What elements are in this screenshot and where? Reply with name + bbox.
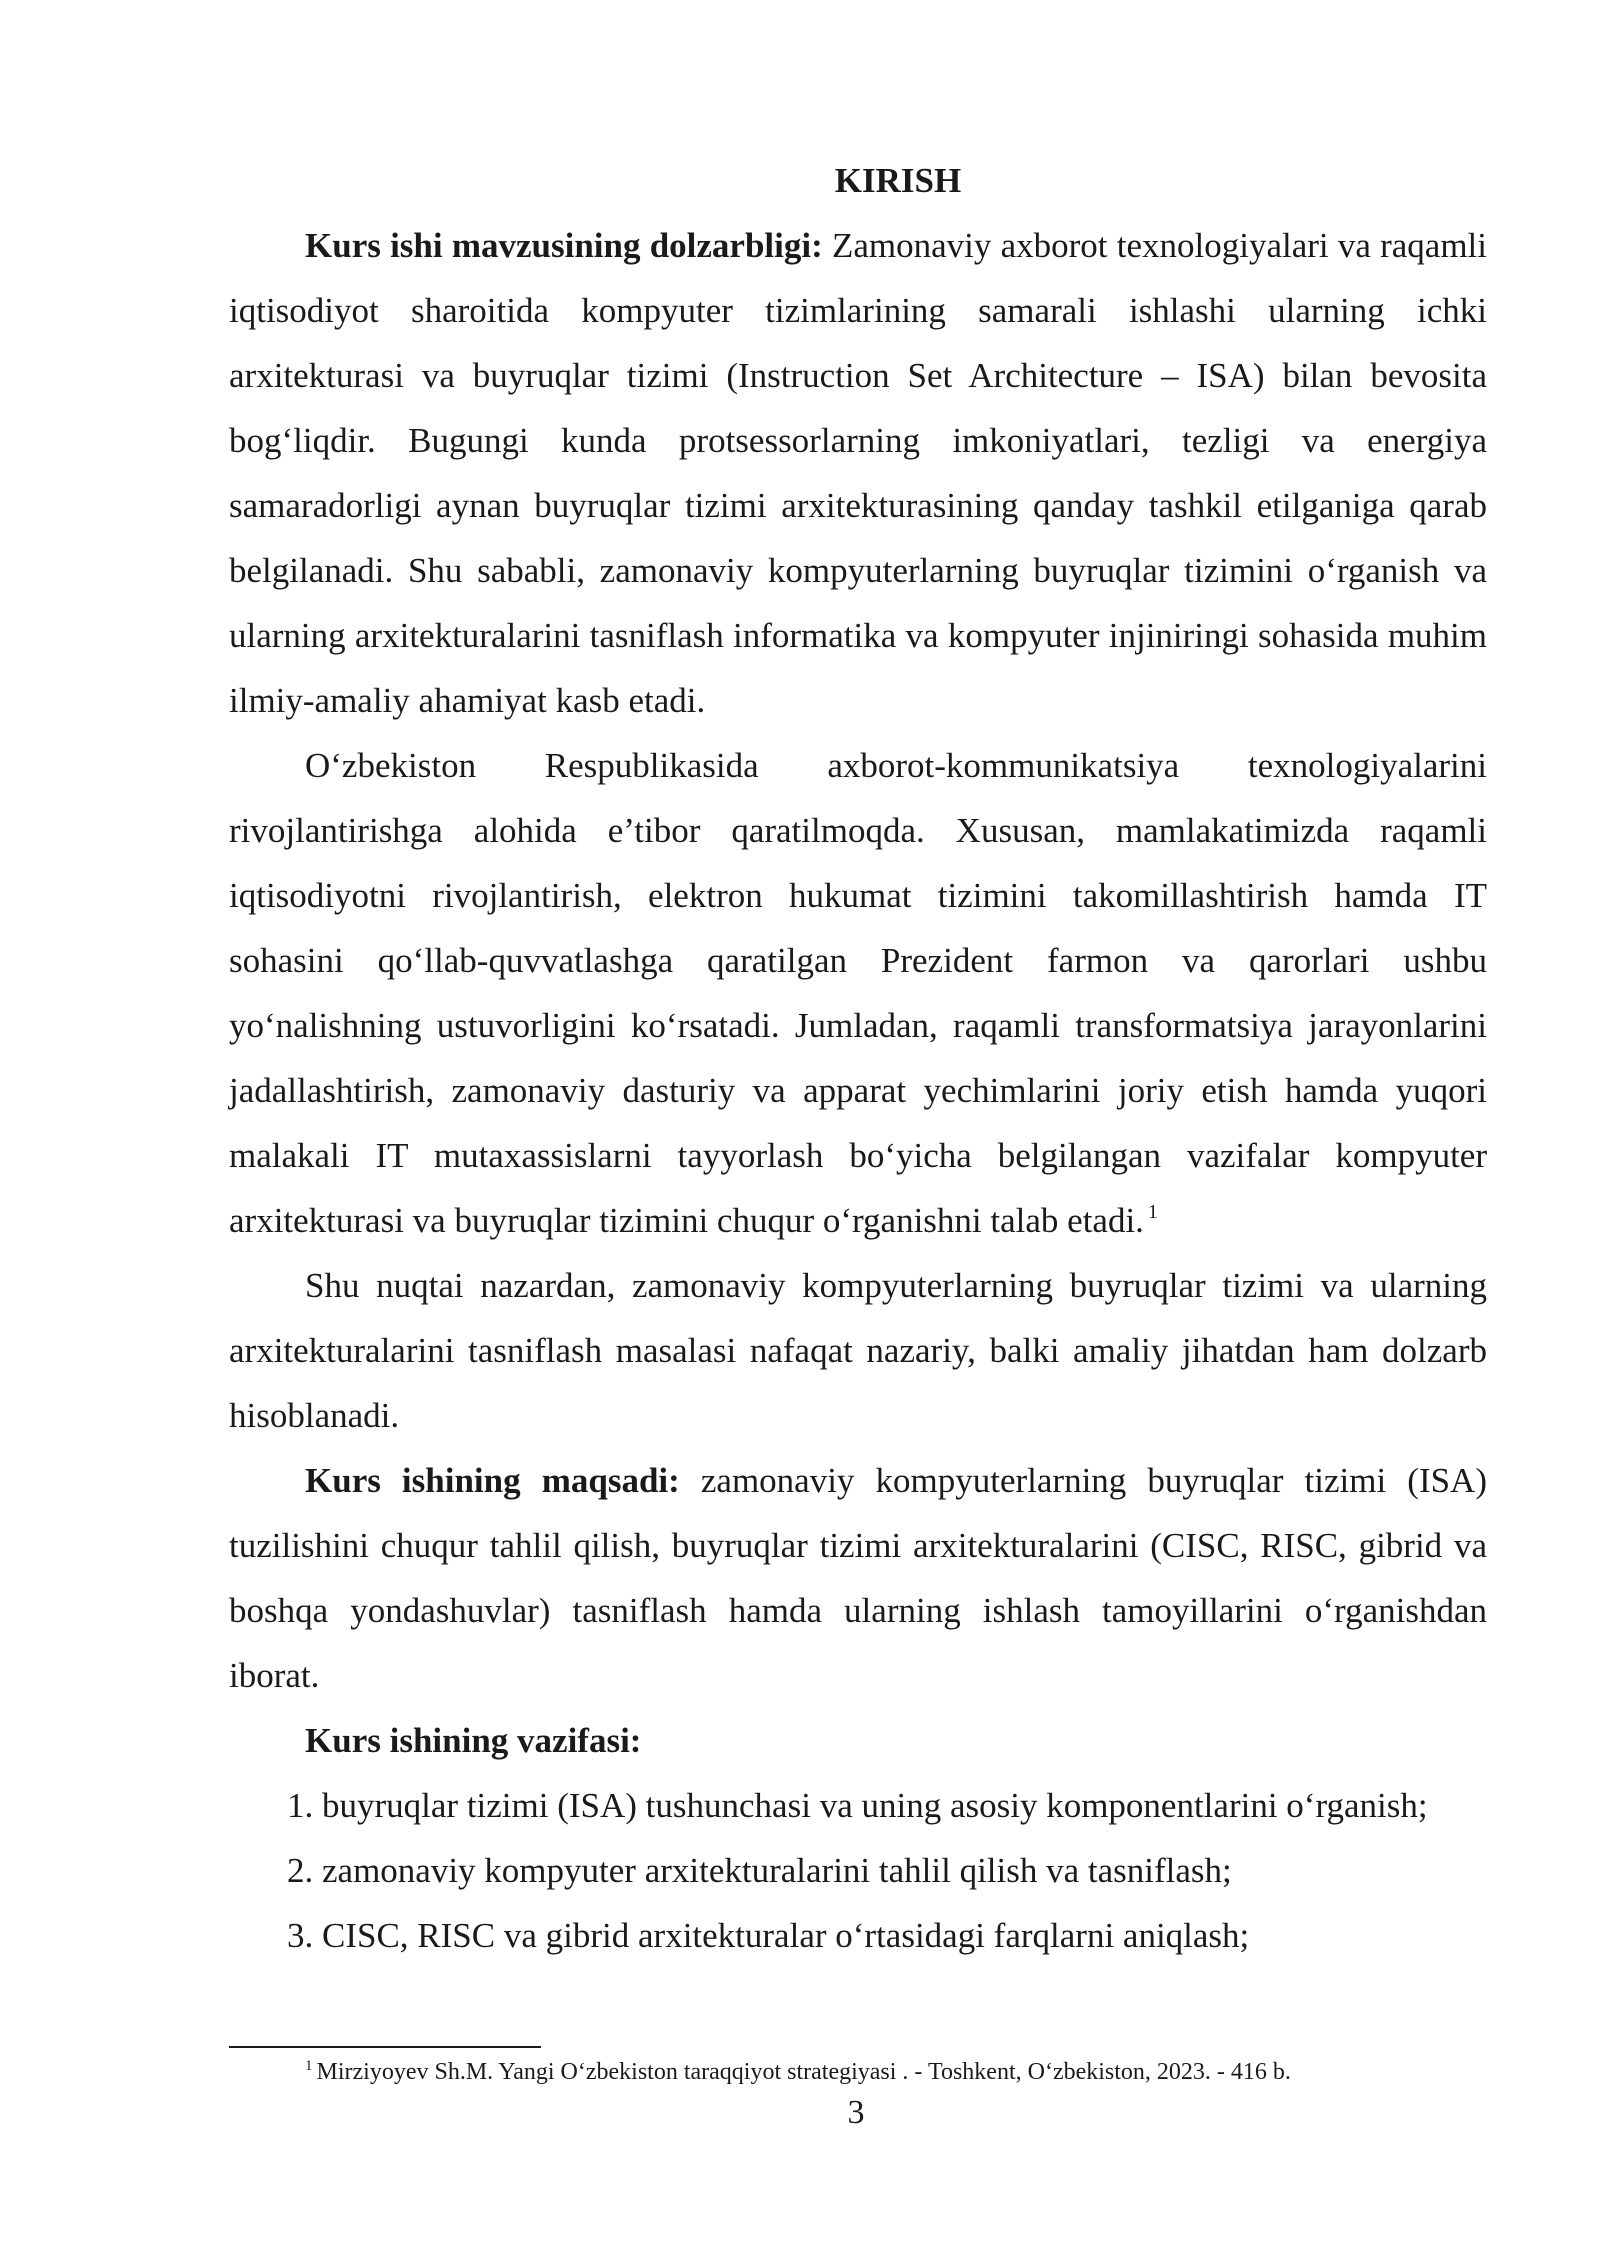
page-title: KIRISH (834, 161, 962, 200)
list-item: 1. buyruqlar tizimi (ISA) tushunchasi va uning asosiy komponentlarini o‘rganish; (287, 1786, 1428, 1825)
list-item: 2. zamonaviy kompyuter arxitekturalarini tahlil qilish va tasniflash; (287, 1851, 1232, 1890)
footnote-marker: 1 (305, 2058, 313, 2074)
footnote (229, 2056, 1487, 2088)
paragraph-text: O‘zbekiston Respublikasida axborot-kommunikatsiya texnologiyalarini rivojlantirishga alohida e’tibor qaratilmoqda. Xususan, mamlakatimizda raqamli iqtisodiyotni rivojlantirish, elektron hukumat tizimini takomillashtirish hamda IT sohasini qo‘llab-quvvatlashga qaratilgan Prezident farmon va qarorlari ushbu yo‘nalishning ustuvorligini ko‘rsatadi. Jumladan, raqamli transformatsiya jarayonlarini jadallashtirish, zamonaviy dasturiy va apparat yechimlarini joriy etish hamda yuqori malakali IT mutaxassislarni tayyorlash bo‘yicha belgilangan vazifalar kompyuter arxitekturasi va buyruqlar tizimini chuqur o‘rganishni talab etadi. (229, 746, 1487, 1240)
paragraph-goal (229, 1448, 1487, 1708)
tasks-heading (229, 1708, 1487, 1773)
list-item: 3. CISC, RISC va gibrid arxitekturalar o‘rtasidagi farqlarni aniqlash; (287, 1916, 1250, 1955)
tasks-heading-text: Kurs ishining vazifasi: (305, 1721, 642, 1760)
paragraph-label: Kurs ishining maqsadi: (305, 1461, 680, 1500)
paragraph-relevance (229, 213, 1487, 733)
page-number: 3 (847, 2094, 865, 2131)
footnote-text: Mirziyoyev Sh.M. Yangi O‘zbekiston taraqqiyot strategiyasi . - Toshkent, O‘zbekiston, 2023. - 416 b. (316, 2059, 1291, 2085)
footnote-ref[interactable]: 1 (1147, 1201, 1158, 1223)
paragraph-label: Kurs ishi mavzusining dolzarbligi: (305, 226, 823, 265)
paragraph-text: zamonaviy kompyuterlarning buyruqlar tizimi (ISA) tuzilishini chuqur tahlil qilish, buyruqlar tizimi arxitekturalarini (CISC, RISC, gibrid va boshqa yondashuvlar) tasniflash hamda ularning ishlash tamoyillarini o‘rganishdan iborat. (229, 1461, 1487, 1695)
paragraph-text: Shu nuqtai nazardan, zamonaviy kompyuterlarning buyruqlar tizimi va ularning arxitekturalarini tasniflash masalasi nafaqat nazariy, balki amaliy jihatdan ham dolzarb hisoblanadi. (229, 1266, 1487, 1435)
footnote-divider (229, 2046, 541, 2048)
paragraph-viewpoint (229, 1253, 1487, 1448)
paragraph-text: Zamonaviy axborot texnologiyalari va raqamli iqtisodiyot sharoitida kompyuter tizimlarining samarali ishlashi ularning ichki arxitekturasi va buyruqlar tizimi (Instruction Set Architecture – ISA) bilan bevosita bog‘liqdir. Bugungi kunda protsessorlarning imkoniyatlari, tezligi va energiya samaradorligi aynan buyruqlar tizimi arxitekturasining qanday tashkil etilganiga qarab belgilanadi. Shu sababli, zamonaviy kompyuterlarning buyruqlar tizimini o‘rganish va ularning arxitekturalarini tasniflash informatika va kompyuter injiniringi sohasida muhim ilmiy-amaliy ahamiyat kasb etadi. (229, 226, 1488, 720)
main-content (229, 148, 1487, 1968)
paragraph-uzbekistan (229, 733, 1487, 1253)
